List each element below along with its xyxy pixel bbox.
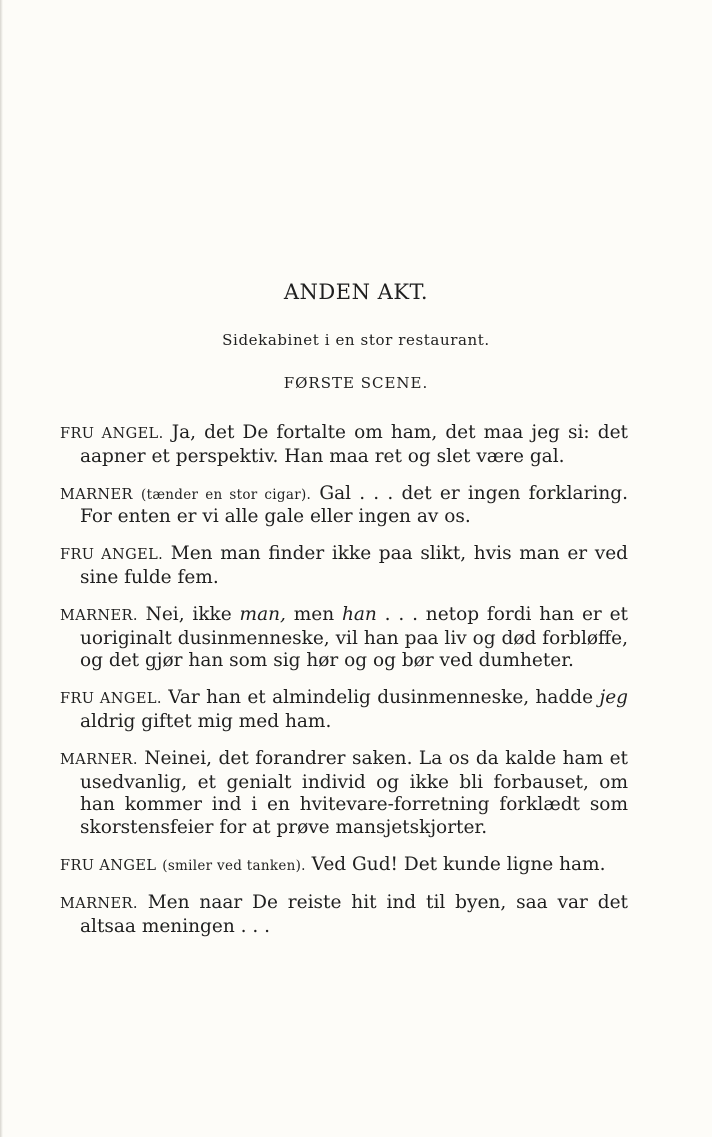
scan-edge — [0, 0, 3, 1137]
speech-6 — [60, 748, 628, 840]
speech-text: Gal . . . det er ingen forklaring. For enten er vi alle gale eller ingen av os. — [80, 482, 628, 528]
speaker-name: FRU ANGEL — [60, 857, 157, 874]
speech-text: aldrig giftet mig med ham. — [80, 710, 332, 732]
speech-text: . . . netop fordi han er et uoriginalt dusinmenneske, vil han paa liv og død forbløffe, og det gjør han som sig hør og og bør ved dumheter. — [80, 603, 628, 672]
speech-text: men — [293, 603, 335, 625]
speech-5 — [60, 687, 628, 734]
act-title: ANDEN AKT. — [283, 280, 429, 304]
speech-text: Nei, ikke — [145, 603, 232, 625]
stage-direction: (smiler ved tanken). — [162, 857, 306, 874]
speaker-name: MARNER — [60, 486, 133, 503]
speech-2 — [60, 483, 628, 530]
speech-3 — [60, 543, 628, 590]
speaker-name: MARNER. — [60, 895, 138, 912]
speaker-name: FRU ANGEL. — [60, 426, 164, 442]
stage-setting: Sidekabinet i en stor restaurant. — [222, 331, 490, 349]
speaker-name: MARNER. — [60, 607, 138, 624]
emphasized-word: han — [341, 603, 377, 625]
speech-text: Men man finder ikke paa slikt, hvis man er ved sine fulde fem. — [80, 543, 629, 588]
speech-7 — [60, 854, 628, 878]
speech-text: Var han et almindelig dusinmenneske, hadde — [168, 687, 594, 709]
speech-4 — [60, 604, 628, 673]
speech-text: Ja, det De fortalte om ham, det maa jeg si: det aapner et perspektiv. Han maa ret og slet være gal. — [80, 422, 628, 467]
speech-text: Ved Gud! Det kunde ligne ham. — [311, 853, 606, 875]
speech-8 — [60, 892, 628, 939]
stage-direction: (tænder en stor cigar). — [141, 486, 312, 503]
speech-1 — [60, 422, 628, 469]
speech-text: Neinei, det forandrer saken. La os da kalde ham et usedvanlig, et genialt individ og ikke bli forbauset, om han kommer ind i en hvitevare-forretning forklædt som skorstensfeier for at prøve mansjetskjorter. — [80, 747, 628, 839]
speaker-name: FRU ANGEL. — [60, 691, 162, 708]
emphasized-word: jeg — [599, 687, 628, 709]
speaker-name: FRU ANGEL. — [60, 547, 164, 564]
speech-text: Men naar De reiste hit ind til byen, saa var det altsaa meningen . . . — [80, 891, 628, 937]
scene-title: FØRSTE SCENE. — [283, 374, 429, 392]
emphasized-word: man, — [239, 603, 286, 625]
dialogue — [60, 422, 628, 952]
speaker-name: MARNER. — [60, 751, 138, 768]
